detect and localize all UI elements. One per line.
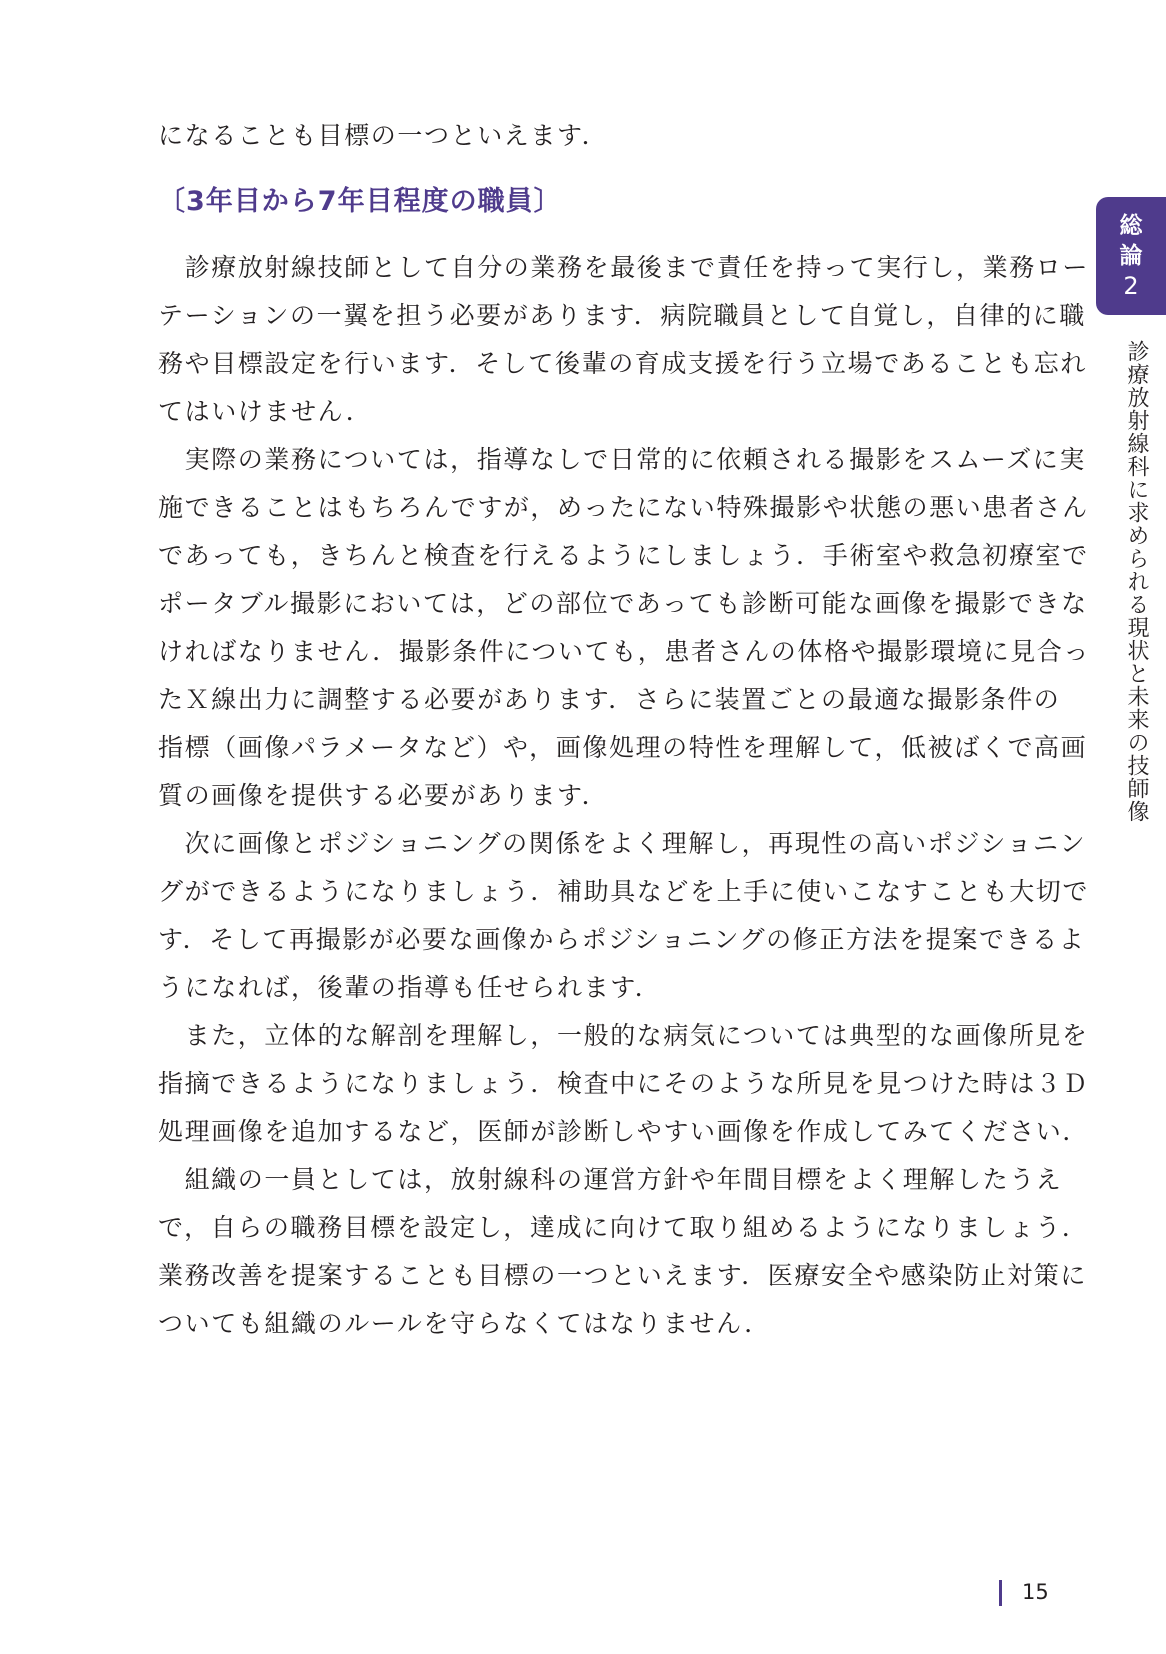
chapter-tab bbox=[1096, 197, 1166, 315]
body-line: 業務改善を提案することも目標の一つといえます．医療安全や感染防止対策に bbox=[158, 1261, 1088, 1290]
body-line: ければなりません．撮影条件についても，患者さんの体格や撮影環境に見合っ bbox=[158, 637, 1091, 666]
page-number-bar bbox=[999, 1580, 1002, 1606]
body-line: また，立体的な解剖を理解し，一般的な病気については典型的な画像所見を bbox=[158, 1021, 1089, 1050]
body-line: てはいけません． bbox=[158, 397, 373, 426]
body-line: 務や目標設定を行います．そして後輩の育成支援を行う立場であることも忘れ bbox=[158, 349, 1088, 378]
body-line: 診療放射線技師として自分の業務を最後まで責任を持って実行し，業務ロー bbox=[158, 253, 1090, 282]
section-heading: 〔3年目から7年目程度の職員〕 bbox=[158, 186, 562, 217]
body-line: 次に画像とポジショニングの関係をよく理解し，再現性の高いポジショニン bbox=[158, 829, 1087, 858]
body-line: 指摘できるようになりましょう．検査中にそのような所見を見つけた時は３Ｄ bbox=[158, 1069, 1090, 1098]
body-line: で，自らの職務目標を設定し，達成に向けて取り組めるようになりましょう． bbox=[158, 1213, 1089, 1242]
body-line: であっても，きちんと検査を行えるようにしましょう．手術室や救急初療室で bbox=[158, 541, 1089, 570]
body-line: テーションの一翼を担う必要があります．病院職員として自覚し，自律的に職 bbox=[158, 301, 1087, 330]
body-line: 施できることはもちろんですが，めったにない特殊撮影や状態の悪い患者さん bbox=[158, 493, 1089, 522]
chapter-tab-number: 2 bbox=[1123, 272, 1139, 300]
body-line: うになれば，後輩の指導も任せられます． bbox=[158, 973, 662, 1002]
body-line: 質の画像を提供する必要があります． bbox=[158, 781, 609, 810]
body-line: 処理画像を追加するなど，医師が診断しやすい画像を作成してみてください． bbox=[158, 1117, 1090, 1146]
body-line: 実際の業務については，指導なしで日常的に依頼される撮影をスムーズに実 bbox=[158, 445, 1087, 474]
body-line: す．そして再撮影が必要な画像からポジショニングの修正方法を提案できるよ bbox=[158, 925, 1086, 954]
body-line: たＸ線出力に調整する必要があります．さらに装置ごとの最適な撮影条件の bbox=[158, 685, 1061, 714]
chapter-tab-label-top: 総 bbox=[1119, 213, 1143, 239]
lead-line: になることも目標の一つといえます． bbox=[158, 121, 609, 150]
body-line: 組織の一員としては，放射線科の運営方針や年間目標をよく理解したうえ bbox=[158, 1165, 1063, 1194]
page-number: 15 bbox=[1022, 1580, 1049, 1604]
body-line: ポータブル撮影においては，どの部位であっても診断可能な画像を撮影できな bbox=[158, 589, 1088, 618]
main-text-column bbox=[158, 112, 1091, 1348]
chapter-vertical-title: 診療放射線科に求められる現状と未来の技師像 bbox=[1124, 340, 1149, 823]
body-line: ついても組織のルールを守らなくてはなりません． bbox=[158, 1309, 771, 1338]
body-line: 指標（画像パラメータなど）や，画像処理の特性を理解して，低被ばくで高画 bbox=[158, 733, 1088, 762]
body-line: グができるようになりましょう．補助具などを上手に使いこなすことも大切で bbox=[158, 877, 1090, 906]
chapter-tab-label-mid: 論 bbox=[1119, 243, 1143, 269]
